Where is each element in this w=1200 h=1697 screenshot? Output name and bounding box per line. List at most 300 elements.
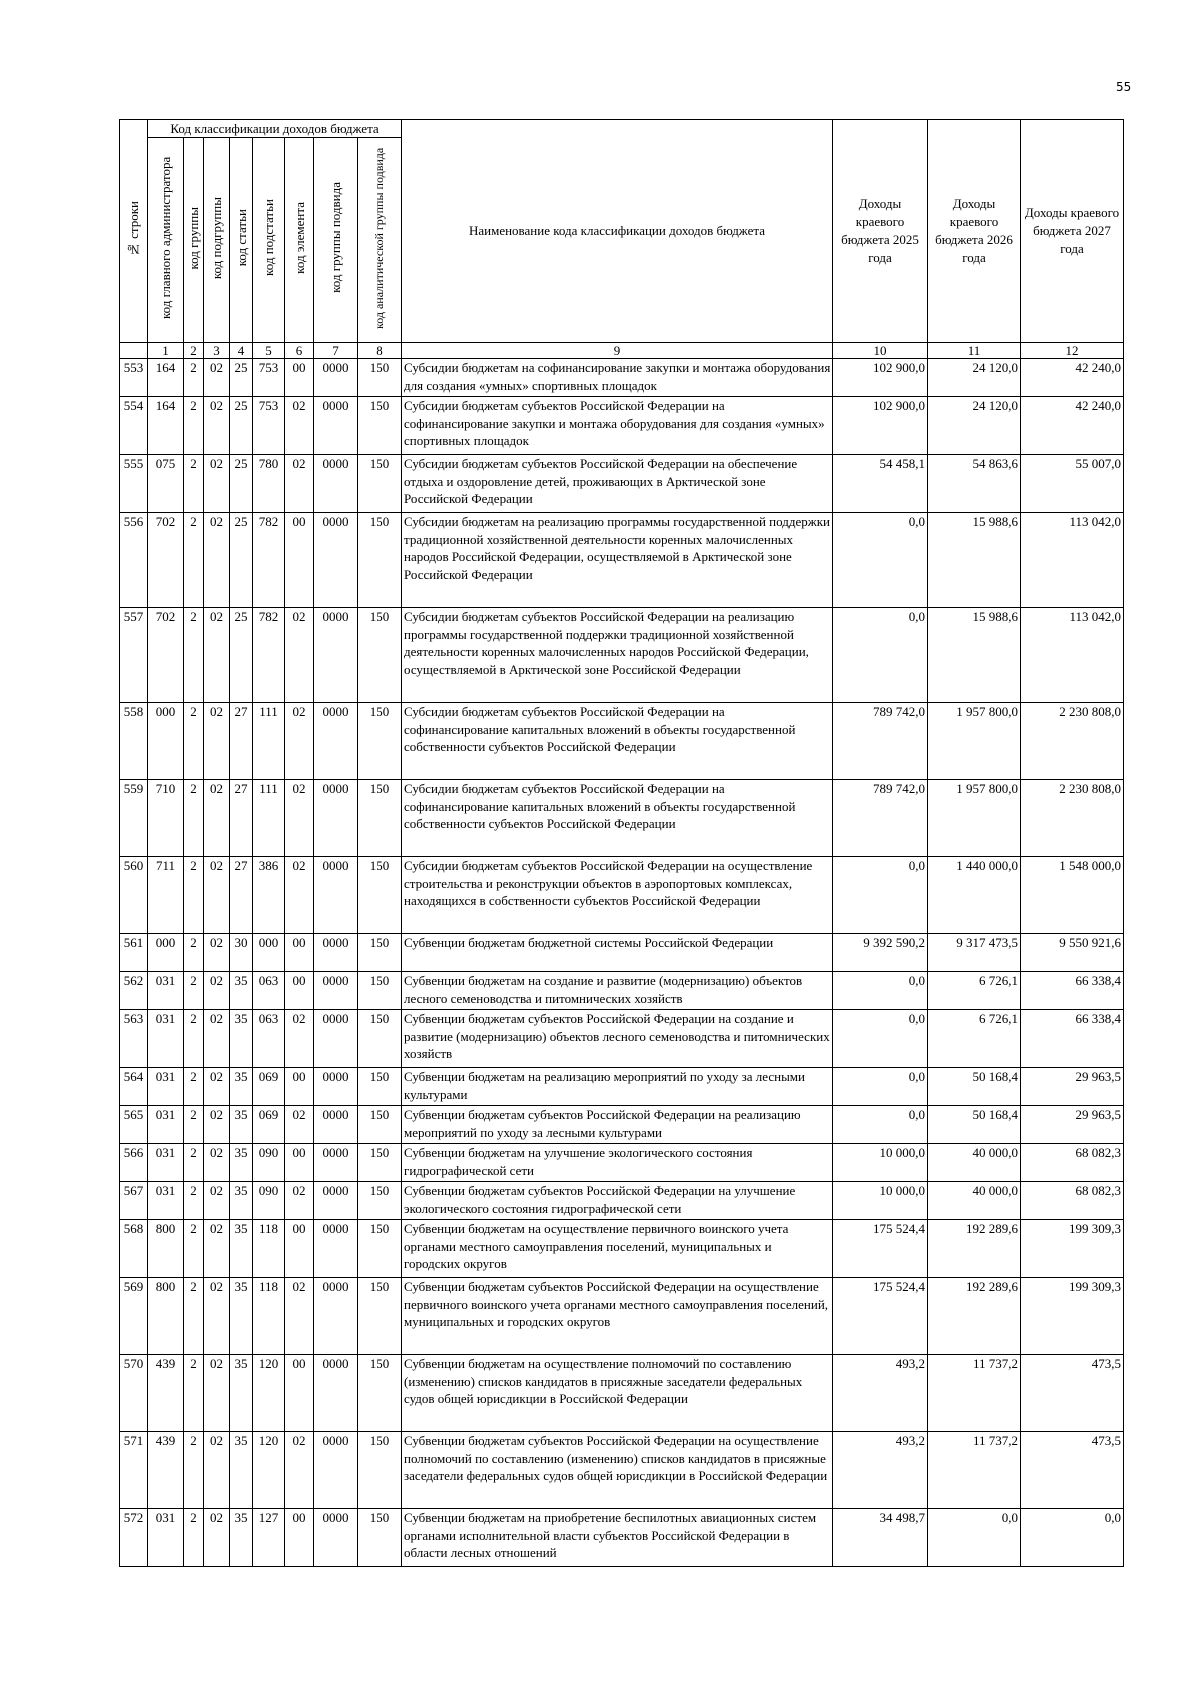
code-subgroup: 02 xyxy=(204,934,230,972)
code-subtype-group: 0000 xyxy=(314,608,358,703)
code-element: 02 xyxy=(285,1432,314,1509)
column-numbers-row xyxy=(120,343,1124,359)
col-num: 6 xyxy=(285,343,314,359)
code-analytic-group: 150 xyxy=(358,1068,402,1106)
col-num: 8 xyxy=(358,343,402,359)
revenue-2027: 473,5 xyxy=(1021,1355,1124,1432)
code-article: 35 xyxy=(230,972,253,1010)
table-row xyxy=(120,1355,1124,1432)
revenue-2025: 102 900,0 xyxy=(833,359,928,397)
code-group: 2 xyxy=(184,1509,204,1567)
code-admin: 031 xyxy=(148,1144,184,1182)
row-number: 566 xyxy=(120,1144,148,1182)
revenue-name: Субсидии бюджетам субъектов Российской Федерации на софинансирование капитальных вложений в объекты государственной собственности субъектов Российской Федерации xyxy=(402,780,833,857)
col-num: 9 xyxy=(402,343,833,359)
revenue-2026: 24 120,0 xyxy=(928,397,1021,455)
code-admin: 439 xyxy=(148,1355,184,1432)
code-group: 2 xyxy=(184,1355,204,1432)
header-revenue-2026: Доходы краевого бюджета 2026 года xyxy=(928,120,1021,343)
code-subtype-group: 0000 xyxy=(314,780,358,857)
revenue-name: Субсидии бюджетам субъектов Российской Федерации на софинансирование закупки и монтажа оборудования для создания «умных» спортивных площадок xyxy=(402,397,833,455)
revenue-name: Субвенции бюджетам субъектов Российской Федерации на осуществление первичного воинского учета органами местного самоуправления поселений, муниципальных и городских округов xyxy=(402,1278,833,1355)
col-num xyxy=(120,343,148,359)
revenue-2026: 192 289,6 xyxy=(928,1220,1021,1278)
code-group: 2 xyxy=(184,1432,204,1509)
col-num: 2 xyxy=(184,343,204,359)
code-element: 00 xyxy=(285,1355,314,1432)
col-num: 5 xyxy=(253,343,285,359)
revenue-name: Субвенции бюджетам на осуществление первичного воинского учета органами местного самоуправления поселений, муниципальных и городских округов xyxy=(402,1220,833,1278)
code-subtype-group: 0000 xyxy=(314,857,358,934)
table-row xyxy=(120,608,1124,703)
row-number: 554 xyxy=(120,397,148,455)
revenue-2025: 493,2 xyxy=(833,1432,928,1509)
revenue-2026: 0,0 xyxy=(928,1509,1021,1567)
revenue-2026: 40 000,0 xyxy=(928,1144,1021,1182)
col-num: 3 xyxy=(204,343,230,359)
table-row xyxy=(120,359,1124,397)
code-group: 2 xyxy=(184,359,204,397)
code-analytic-group: 150 xyxy=(358,455,402,513)
code-analytic-group: 150 xyxy=(358,1432,402,1509)
code-group: 2 xyxy=(184,1220,204,1278)
revenue-2026: 11 737,2 xyxy=(928,1432,1021,1509)
code-subarticle: 000 xyxy=(253,934,285,972)
code-element: 02 xyxy=(285,1182,314,1220)
code-subtype-group: 0000 xyxy=(314,1010,358,1068)
row-number: 559 xyxy=(120,780,148,857)
code-admin: 031 xyxy=(148,1106,184,1144)
code-article: 35 xyxy=(230,1068,253,1106)
row-number: 572 xyxy=(120,1509,148,1567)
code-subarticle: 782 xyxy=(253,513,285,608)
revenue-2025: 0,0 xyxy=(833,972,928,1010)
revenue-2027: 113 042,0 xyxy=(1021,608,1124,703)
code-subtype-group: 0000 xyxy=(314,1068,358,1106)
code-subtype-group: 0000 xyxy=(314,1220,358,1278)
col-num: 4 xyxy=(230,343,253,359)
code-subgroup: 02 xyxy=(204,1010,230,1068)
revenue-2027: 42 240,0 xyxy=(1021,359,1124,397)
code-group: 2 xyxy=(184,397,204,455)
code-subgroup: 02 xyxy=(204,1182,230,1220)
code-subtype-group: 0000 xyxy=(314,455,358,513)
revenue-name: Субвенции бюджетам на осуществление полномочий по составлению (изменению) списков кандидатов в присяжные заседатели федеральных судов общей юрисдикции в Российской Федерации xyxy=(402,1355,833,1432)
code-group: 2 xyxy=(184,1144,204,1182)
code-element: 02 xyxy=(285,1106,314,1144)
row-number: 555 xyxy=(120,455,148,513)
code-subtype-group: 0000 xyxy=(314,1182,358,1220)
revenue-2025: 54 458,1 xyxy=(833,455,928,513)
code-element: 00 xyxy=(285,934,314,972)
code-group: 2 xyxy=(184,703,204,780)
table-row xyxy=(120,857,1124,934)
header-code-analytic-group: код аналитической группы подвида xyxy=(358,138,402,343)
header-name: Наименование кода классификации доходов бюджета xyxy=(402,120,833,343)
header-revenue-2027: Доходы краевого бюджета 2027 года xyxy=(1021,120,1124,343)
code-analytic-group: 150 xyxy=(358,1278,402,1355)
revenue-name: Субвенции бюджетам на улучшение экологического состояния гидрографической сети xyxy=(402,1144,833,1182)
table-row xyxy=(120,1509,1124,1567)
code-subgroup: 02 xyxy=(204,513,230,608)
code-subtype-group: 0000 xyxy=(314,1106,358,1144)
revenue-2027: 473,5 xyxy=(1021,1432,1124,1509)
row-number: 560 xyxy=(120,857,148,934)
revenue-2027: 68 082,3 xyxy=(1021,1182,1124,1220)
revenue-2026: 6 726,1 xyxy=(928,1010,1021,1068)
code-admin: 031 xyxy=(148,1010,184,1068)
code-analytic-group: 150 xyxy=(358,934,402,972)
header-code-group: код группы xyxy=(184,138,204,343)
revenue-2027: 199 309,3 xyxy=(1021,1278,1124,1355)
code-subarticle: 063 xyxy=(253,1010,285,1068)
code-admin: 000 xyxy=(148,703,184,780)
code-admin: 000 xyxy=(148,934,184,972)
code-analytic-group: 150 xyxy=(358,397,402,455)
code-analytic-group: 150 xyxy=(358,1509,402,1567)
code-subgroup: 02 xyxy=(204,455,230,513)
revenue-2027: 9 550 921,6 xyxy=(1021,934,1124,972)
code-subgroup: 02 xyxy=(204,1278,230,1355)
revenue-name: Субвенции бюджетам на реализацию мероприятий по уходу за лесными культурами xyxy=(402,1068,833,1106)
row-number: 553 xyxy=(120,359,148,397)
revenue-2025: 789 742,0 xyxy=(833,703,928,780)
revenue-name: Субвенции бюджетам бюджетной системы Российской Федерации xyxy=(402,934,833,972)
col-num: 10 xyxy=(833,343,928,359)
code-group: 2 xyxy=(184,608,204,703)
code-element: 00 xyxy=(285,1068,314,1106)
revenue-table xyxy=(119,119,1124,1567)
code-element: 00 xyxy=(285,1509,314,1567)
code-element: 00 xyxy=(285,513,314,608)
revenue-2027: 29 963,5 xyxy=(1021,1106,1124,1144)
revenue-2025: 0,0 xyxy=(833,608,928,703)
revenue-2027: 2 230 808,0 xyxy=(1021,780,1124,857)
header-code-subtype-group: код группы подвида xyxy=(314,138,358,343)
col-num: 1 xyxy=(148,343,184,359)
code-article: 35 xyxy=(230,1106,253,1144)
table-row xyxy=(120,1278,1124,1355)
code-group: 2 xyxy=(184,1068,204,1106)
code-article: 25 xyxy=(230,608,253,703)
revenue-2025: 0,0 xyxy=(833,1106,928,1144)
code-admin: 031 xyxy=(148,1509,184,1567)
page-number: 55 xyxy=(1116,80,1132,94)
col-num: 7 xyxy=(314,343,358,359)
revenue-2026: 50 168,4 xyxy=(928,1068,1021,1106)
revenue-2025: 0,0 xyxy=(833,857,928,934)
code-article: 35 xyxy=(230,1220,253,1278)
revenue-name: Субсидии бюджетам субъектов Российской Федерации на реализацию программы государственной поддержки традиционной хозяйственной деятельности коренных малочисленных народов Российской Федерации, осуществляемой в Арктической зоне Российской Федерации xyxy=(402,608,833,703)
row-number: 556 xyxy=(120,513,148,608)
code-subarticle: 118 xyxy=(253,1278,285,1355)
table-row xyxy=(120,397,1124,455)
code-analytic-group: 150 xyxy=(358,1144,402,1182)
code-admin: 711 xyxy=(148,857,184,934)
code-subtype-group: 0000 xyxy=(314,1144,358,1182)
row-number: 568 xyxy=(120,1220,148,1278)
table-row xyxy=(120,972,1124,1010)
revenue-2026: 1 440 000,0 xyxy=(928,857,1021,934)
code-element: 00 xyxy=(285,1220,314,1278)
code-subtype-group: 0000 xyxy=(314,397,358,455)
row-number: 564 xyxy=(120,1068,148,1106)
revenue-name: Субсидии бюджетам субъектов Российской Федерации на осуществление строительства и реконструкции объектов в аэропортовых комплексах, находящихся в собственности субъектов Российской Федерации xyxy=(402,857,833,934)
revenue-name: Субвенции бюджетам субъектов Российской Федерации на реализацию мероприятий по уходу за лесными культурами xyxy=(402,1106,833,1144)
code-subgroup: 02 xyxy=(204,1432,230,1509)
header-code-article: код статьи xyxy=(230,138,253,343)
code-article: 27 xyxy=(230,857,253,934)
revenue-2025: 0,0 xyxy=(833,1068,928,1106)
code-group: 2 xyxy=(184,934,204,972)
row-number: 569 xyxy=(120,1278,148,1355)
code-subarticle: 127 xyxy=(253,1509,285,1567)
row-number: 561 xyxy=(120,934,148,972)
revenue-2025: 10 000,0 xyxy=(833,1182,928,1220)
header-row-no: № строки xyxy=(120,120,148,343)
revenue-name: Субсидии бюджетам субъектов Российской Федерации на софинансирование капитальных вложений в объекты государственной собственности субъектов Российской Федерации xyxy=(402,703,833,780)
code-article: 35 xyxy=(230,1509,253,1567)
code-subarticle: 780 xyxy=(253,455,285,513)
code-analytic-group: 150 xyxy=(358,972,402,1010)
code-analytic-group: 150 xyxy=(358,1106,402,1144)
col-num: 12 xyxy=(1021,343,1124,359)
code-admin: 075 xyxy=(148,455,184,513)
code-element: 00 xyxy=(285,1144,314,1182)
table-row xyxy=(120,934,1124,972)
header-classification: Код классификации доходов бюджета xyxy=(148,120,402,138)
code-group: 2 xyxy=(184,455,204,513)
code-subgroup: 02 xyxy=(204,1068,230,1106)
code-group: 2 xyxy=(184,1278,204,1355)
code-admin: 031 xyxy=(148,1182,184,1220)
code-subtype-group: 0000 xyxy=(314,1509,358,1567)
revenue-2025: 9 392 590,2 xyxy=(833,934,928,972)
code-element: 02 xyxy=(285,780,314,857)
code-admin: 710 xyxy=(148,780,184,857)
revenue-2026: 24 120,0 xyxy=(928,359,1021,397)
code-admin: 800 xyxy=(148,1220,184,1278)
code-element: 02 xyxy=(285,1010,314,1068)
code-article: 35 xyxy=(230,1144,253,1182)
code-subarticle: 118 xyxy=(253,1220,285,1278)
code-admin: 702 xyxy=(148,608,184,703)
code-admin: 031 xyxy=(148,1068,184,1106)
code-article: 35 xyxy=(230,1432,253,1509)
revenue-2025: 0,0 xyxy=(833,513,928,608)
code-article: 25 xyxy=(230,513,253,608)
code-group: 2 xyxy=(184,1106,204,1144)
code-subarticle: 069 xyxy=(253,1106,285,1144)
revenue-2027: 1 548 000,0 xyxy=(1021,857,1124,934)
row-number: 558 xyxy=(120,703,148,780)
header-code-subgroup: код подгруппы xyxy=(204,138,230,343)
code-subarticle: 069 xyxy=(253,1068,285,1106)
row-number: 557 xyxy=(120,608,148,703)
revenue-name: Субвенции бюджетам субъектов Российской Федерации на создание и развитие (модернизацию) объектов лесного семеноводства и питомнических хозяйств xyxy=(402,1010,833,1068)
table-row xyxy=(120,1106,1124,1144)
code-article: 35 xyxy=(230,1278,253,1355)
revenue-2025: 175 524,4 xyxy=(833,1278,928,1355)
row-number: 567 xyxy=(120,1182,148,1220)
code-element: 02 xyxy=(285,397,314,455)
code-subarticle: 753 xyxy=(253,359,285,397)
row-number: 563 xyxy=(120,1010,148,1068)
code-admin: 164 xyxy=(148,359,184,397)
code-article: 35 xyxy=(230,1182,253,1220)
code-subtype-group: 0000 xyxy=(314,513,358,608)
code-group: 2 xyxy=(184,1010,204,1068)
code-analytic-group: 150 xyxy=(358,1220,402,1278)
revenue-2026: 50 168,4 xyxy=(928,1106,1021,1144)
table-row xyxy=(120,513,1124,608)
code-analytic-group: 150 xyxy=(358,1355,402,1432)
table-row xyxy=(120,1432,1124,1509)
table-row xyxy=(120,1010,1124,1068)
code-element: 02 xyxy=(285,1278,314,1355)
code-subarticle: 782 xyxy=(253,608,285,703)
code-subgroup: 02 xyxy=(204,1509,230,1567)
code-subgroup: 02 xyxy=(204,1220,230,1278)
code-article: 27 xyxy=(230,780,253,857)
revenue-2027: 29 963,5 xyxy=(1021,1068,1124,1106)
row-number: 565 xyxy=(120,1106,148,1144)
code-article: 27 xyxy=(230,703,253,780)
table-row xyxy=(120,1220,1124,1278)
revenue-2026: 15 988,6 xyxy=(928,513,1021,608)
code-element: 02 xyxy=(285,455,314,513)
revenue-2026: 192 289,6 xyxy=(928,1278,1021,1355)
code-subgroup: 02 xyxy=(204,780,230,857)
header-code-subarticle: код подстатьи xyxy=(253,138,285,343)
code-subgroup: 02 xyxy=(204,1355,230,1432)
header-code-element: код элемента xyxy=(285,138,314,343)
revenue-2027: 55 007,0 xyxy=(1021,455,1124,513)
code-admin: 164 xyxy=(148,397,184,455)
code-admin: 031 xyxy=(148,972,184,1010)
revenue-2027: 113 042,0 xyxy=(1021,513,1124,608)
code-element: 00 xyxy=(285,972,314,1010)
code-element: 02 xyxy=(285,703,314,780)
table-row xyxy=(120,703,1124,780)
revenue-2026: 9 317 473,5 xyxy=(928,934,1021,972)
code-element: 02 xyxy=(285,608,314,703)
code-subarticle: 386 xyxy=(253,857,285,934)
row-number: 571 xyxy=(120,1432,148,1509)
revenue-2026: 40 000,0 xyxy=(928,1182,1021,1220)
code-subgroup: 02 xyxy=(204,703,230,780)
revenue-2027: 68 082,3 xyxy=(1021,1144,1124,1182)
revenue-name: Субвенции бюджетам на создание и развитие (модернизацию) объектов лесного семеноводства и питомнических хозяйств xyxy=(402,972,833,1010)
code-analytic-group: 150 xyxy=(358,1182,402,1220)
code-article: 25 xyxy=(230,397,253,455)
revenue-2026: 15 988,6 xyxy=(928,608,1021,703)
code-subgroup: 02 xyxy=(204,972,230,1010)
col-num: 11 xyxy=(928,343,1021,359)
code-element: 00 xyxy=(285,359,314,397)
code-subgroup: 02 xyxy=(204,1144,230,1182)
revenue-2025: 493,2 xyxy=(833,1355,928,1432)
revenue-2027: 199 309,3 xyxy=(1021,1220,1124,1278)
row-number: 570 xyxy=(120,1355,148,1432)
code-article: 35 xyxy=(230,1355,253,1432)
code-subgroup: 02 xyxy=(204,359,230,397)
revenue-2027: 66 338,4 xyxy=(1021,972,1124,1010)
revenue-name: Субвенции бюджетам субъектов Российской Федерации на осуществление полномочий по составлению (изменению) списков кандидатов в присяжные заседатели федеральных судов общей юрисдикции в Российской Федерации xyxy=(402,1432,833,1509)
revenue-2025: 175 524,4 xyxy=(833,1220,928,1278)
code-subarticle: 063 xyxy=(253,972,285,1010)
code-subarticle: 111 xyxy=(253,703,285,780)
code-analytic-group: 150 xyxy=(358,513,402,608)
code-subarticle: 120 xyxy=(253,1432,285,1509)
code-analytic-group: 150 xyxy=(358,857,402,934)
code-subarticle: 753 xyxy=(253,397,285,455)
revenue-2026: 1 957 800,0 xyxy=(928,703,1021,780)
table-row xyxy=(120,1182,1124,1220)
code-article: 25 xyxy=(230,359,253,397)
code-subtype-group: 0000 xyxy=(314,972,358,1010)
code-subtype-group: 0000 xyxy=(314,703,358,780)
revenue-name: Субсидии бюджетам субъектов Российской Федерации на обеспечение отдыха и оздоровление детей, проживающих в Арктической зоне Российской Федерации xyxy=(402,455,833,513)
revenue-2025: 0,0 xyxy=(833,1010,928,1068)
table-row xyxy=(120,1144,1124,1182)
code-admin: 702 xyxy=(148,513,184,608)
revenue-2027: 42 240,0 xyxy=(1021,397,1124,455)
revenue-2027: 66 338,4 xyxy=(1021,1010,1124,1068)
code-article: 25 xyxy=(230,455,253,513)
revenue-name: Субсидии бюджетам на софинансирование закупки и монтажа оборудования для создания «умных» спортивных площадок xyxy=(402,359,833,397)
code-subarticle: 120 xyxy=(253,1355,285,1432)
code-group: 2 xyxy=(184,857,204,934)
code-analytic-group: 150 xyxy=(358,359,402,397)
revenue-name: Субвенции бюджетам субъектов Российской Федерации на улучшение экологического состояния гидрографической сети xyxy=(402,1182,833,1220)
code-subgroup: 02 xyxy=(204,857,230,934)
code-subtype-group: 0000 xyxy=(314,934,358,972)
table-row xyxy=(120,1068,1124,1106)
code-article: 35 xyxy=(230,1010,253,1068)
code-admin: 800 xyxy=(148,1278,184,1355)
code-group: 2 xyxy=(184,513,204,608)
code-admin: 439 xyxy=(148,1432,184,1509)
code-analytic-group: 150 xyxy=(358,608,402,703)
table-row xyxy=(120,455,1124,513)
code-group: 2 xyxy=(184,972,204,1010)
row-number: 562 xyxy=(120,972,148,1010)
revenue-2025: 789 742,0 xyxy=(833,780,928,857)
code-subgroup: 02 xyxy=(204,608,230,703)
revenue-name: Субвенции бюджетам на приобретение беспилотных авиационных систем органами исполнительной власти субъектов Российской Федерации в области лесных отношений xyxy=(402,1509,833,1567)
code-analytic-group: 150 xyxy=(358,1010,402,1068)
code-subtype-group: 0000 xyxy=(314,1355,358,1432)
code-analytic-group: 150 xyxy=(358,780,402,857)
code-article: 30 xyxy=(230,934,253,972)
revenue-2026: 1 957 800,0 xyxy=(928,780,1021,857)
code-group: 2 xyxy=(184,780,204,857)
code-subarticle: 111 xyxy=(253,780,285,857)
revenue-2026: 11 737,2 xyxy=(928,1355,1021,1432)
code-subtype-group: 0000 xyxy=(314,359,358,397)
code-subgroup: 02 xyxy=(204,397,230,455)
header-code-admin: код главного администратора xyxy=(148,138,184,343)
code-group: 2 xyxy=(184,1182,204,1220)
code-subarticle: 090 xyxy=(253,1144,285,1182)
code-subgroup: 02 xyxy=(204,1106,230,1144)
revenue-2027: 2 230 808,0 xyxy=(1021,703,1124,780)
revenue-2027: 0,0 xyxy=(1021,1509,1124,1567)
code-element: 02 xyxy=(285,857,314,934)
code-analytic-group: 150 xyxy=(358,703,402,780)
revenue-2026: 6 726,1 xyxy=(928,972,1021,1010)
